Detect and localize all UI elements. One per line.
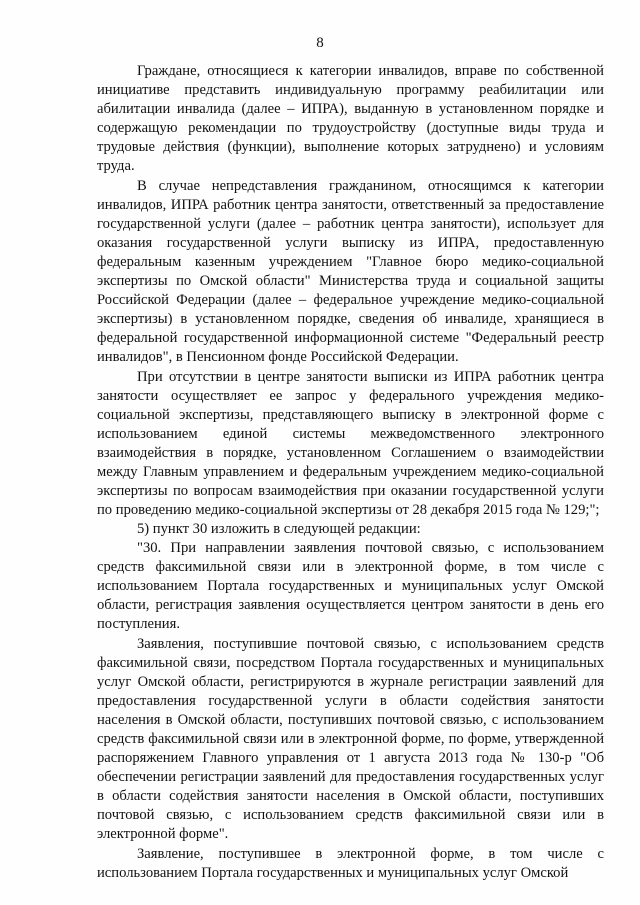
paragraph-item-5: 5) пункт 30 изложить в следующей редакции:: [137, 521, 421, 537]
document-body: [97, 62, 604, 883]
page-number: 8: [316, 35, 324, 51]
paragraph-ipra-not-submitted: В случае непредставления гражданином, относящимся к категории инвалидов, ИПРА работник центра занятости, ответственный за предоставление государственной услуги (далее – работник центра занятости), использует для оказания государственной услуги выписку из ИПРА, предоставленную федеральным казенным учреждением "Главное бюро медико-социальной экспертизы по Омской области" Министерства труда и социальной защиты Российской Федерации (далее – федеральное учреждение медико-социальной экспертизы) в установленном порядке, сведения об инвалиде, хранящиеся в федеральной государственной информационной системе "Федеральный реестр инвалидов", в Пенсионном фонде Российской Федерации.: [97, 178, 604, 365]
paragraph-ipra-request: При отсутствии в центре занятости выписки из ИПРА работник центра занятости осуществляет ее запрос у федерального учреждения медико-социальной экспертизы, представляющего выписку в электронной форме с использованием единой системы межведомственного электронного взаимодействия в порядке, установленном Соглашением о взаимодействии между Главным управлением и федеральным учреждением медико-социальной экспертизы по вопросам взаимодействия при оказании государственной услуги по проведению медико-социальной экспертизы от 28 декабря 2015 года № 129;";: [97, 369, 604, 518]
paragraph-electronic-application: Заявление, поступившее в электронной форме, в том числе с использованием Портала государственных и муниципальных услуг Омской: [97, 846, 604, 881]
paragraph-ipra-initiative: Граждане, относящиеся к категории инвалидов, вправе по собственной инициативе представить индивидуальную программу реабилитации или абилитации инвалида (далее – ИПРА), выданную в установленном порядке и содержащую рекомендации по трудоустройству (доступные виды труда и трудовые действия (функции), выполнение которых затруднено) и условиям труда.: [97, 63, 604, 174]
paragraph-clause-30: "30. При направлении заявления почтовой связью, с использованием средств факсимильной связи или в электронной форме, в том числе с использованием Портала государственных и муниципальных услуг Омской области, регистрация заявления осуществляется центром занятости в день его поступления.: [97, 540, 604, 632]
paragraph-registration-journal: Заявления, поступившие почтовой связью, с использованием средств факсимильной связи, посредством Портала государственных и муниципальных услуг Омской области, регистрируются в журнале регистрации заявлений для предоставления государственной услуги в области содействия занятости населения в Омской области, поступивших почтовой связью, с использованием средств факсимильной связи или в электронной форме, по форме, утвержденной распоряжением Главного управления от 1 августа 2013 года № 130-р "Об обеспечении регистрации заявлений для предоставления государственных услуг в области содействия занятости населения в Омской области, поступивших почтовой связью, с использованием средств факсимильной связи или в электронной форме".: [97, 636, 604, 842]
